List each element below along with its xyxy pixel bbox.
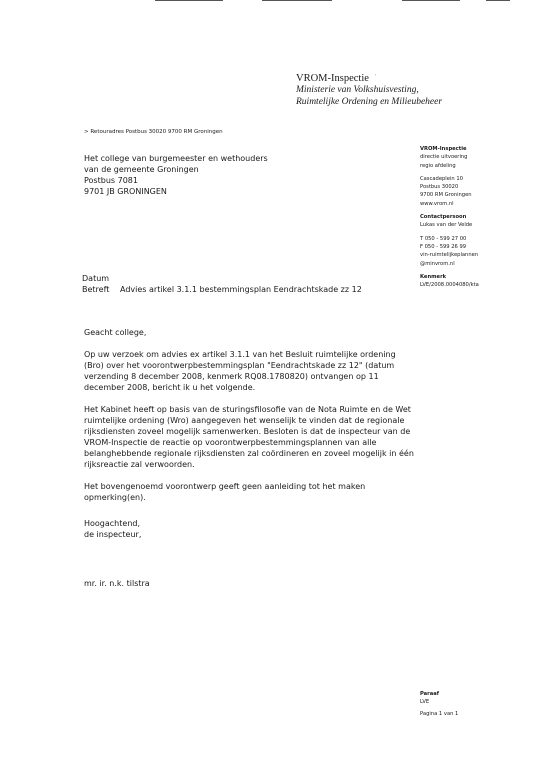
sidebar-street: Cascadeplein 10 [420,175,463,182]
betreft-label: Betreft [82,285,110,294]
return-address: > Retouradres Postbus 30020 9700 RM Groningen [84,129,223,135]
meta-row-datum [82,273,362,284]
body-paragraph: Het bovengenoemd voorontwerp geeft geen aanleiding tot het maken opmerking(en). [84,482,366,502]
letter-meta [82,273,362,295]
salutation: Geacht college, [84,328,147,337]
sidebar-dept: regio afdeling [420,162,456,169]
letter-body [84,327,414,514]
sidebar-web: www.vrom.nl [420,200,454,207]
sidebar-fax: F 050 - 599 26 99 [420,243,467,250]
sidebar-org: VROM-Inspectie [420,146,467,152]
letterhead-org: VROM-Inspectie [296,73,369,84]
addressee-line: Postbus 7081 [84,176,138,185]
addressee-line: van de gemeente Groningen [84,165,199,174]
sidebar-kenmerk-value: LVE/2008.0004080/kta [420,282,479,289]
sidebar-contact-name: Lukas van der Velde [420,222,473,229]
letterhead [296,72,496,108]
sidebar-postbus: Postbus 30020 [420,184,459,191]
sidebar-contact-label: Contactpersoon [420,214,467,221]
sender-sidebar [420,145,540,289]
footer-sidebar [420,690,458,718]
addressee-line: Het college van burgemeester en wethouders [84,154,268,163]
body-paragraph: Het Kabinet heeft op basis van de sturingsfilosofie van de Nota Ruimte en de Wet ruimtelijke ordening (Wro) aangegeven het wenselijk te vinden dat de regionale rijksdiensten zoveel mogelijk samenwerken. Besloten is dat de inspecteur van de VROM-Inspectie de reactie op voorontwerpbestemmingsplannen van alle belanghebbende regionale rijksdiensten zal coördineren en zoveel mogelijk in één rijksreactie zal verwoorden. [84,405,414,469]
sidebar-phone: T 050 - 599 27 00 [420,235,467,242]
top-rule [262,0,332,1]
sidebar-kenmerk-label: Kenmerk [420,273,447,280]
closing-line: de inspecteur, [84,530,142,539]
top-rule [155,0,223,1]
top-rule [402,0,460,1]
meta-row-betreft [82,284,362,295]
body-paragraph: Op uw verzoek om advies ex artikel 3.1.1 van het Besluit ruimtelijke ordening (Bro) over het voorontwerpbestemmingsplan "Eendrachtskade zz 12" (datum verzending 8 december 2008, kenmerk RQ08.1780820) ontvangen op 11 december 2008, bericht ik u het volgende. [84,350,396,392]
closing-line: Hoogachtend, [84,519,141,528]
betreft-value: Advies artikel 3.1.1 bestemmingsplan Eendrachtskade zz 12 [120,285,362,294]
sidebar-email: vin-ruimtelijkeplannen [420,252,479,259]
paraaf-value: LVE [420,699,430,706]
signer-name: mr. ir. n.k. tilstra [84,579,150,588]
scan-mark: ' [375,74,377,80]
letterhead-ministry-line2: Ruimtelijke Ordening en Milieubeheer [296,96,443,107]
letterhead-ministry-line1: Ministerie van Volkshuisvesting, [296,85,419,95]
sidebar-email: @minvrom.nl [420,260,455,267]
paraaf-label: Paraaf [420,691,439,697]
sidebar-dept: directie uitvoering [420,154,468,161]
addressee-line: 9701 JB GRONINGEN [84,187,167,196]
top-rule [486,0,510,1]
addressee-block [84,153,268,197]
datum-label: Datum [82,274,110,283]
page-number: Pagina 1 van 1 [420,710,459,717]
closing [84,518,141,540]
sidebar-city: 9700 RM Groningen [420,192,472,199]
